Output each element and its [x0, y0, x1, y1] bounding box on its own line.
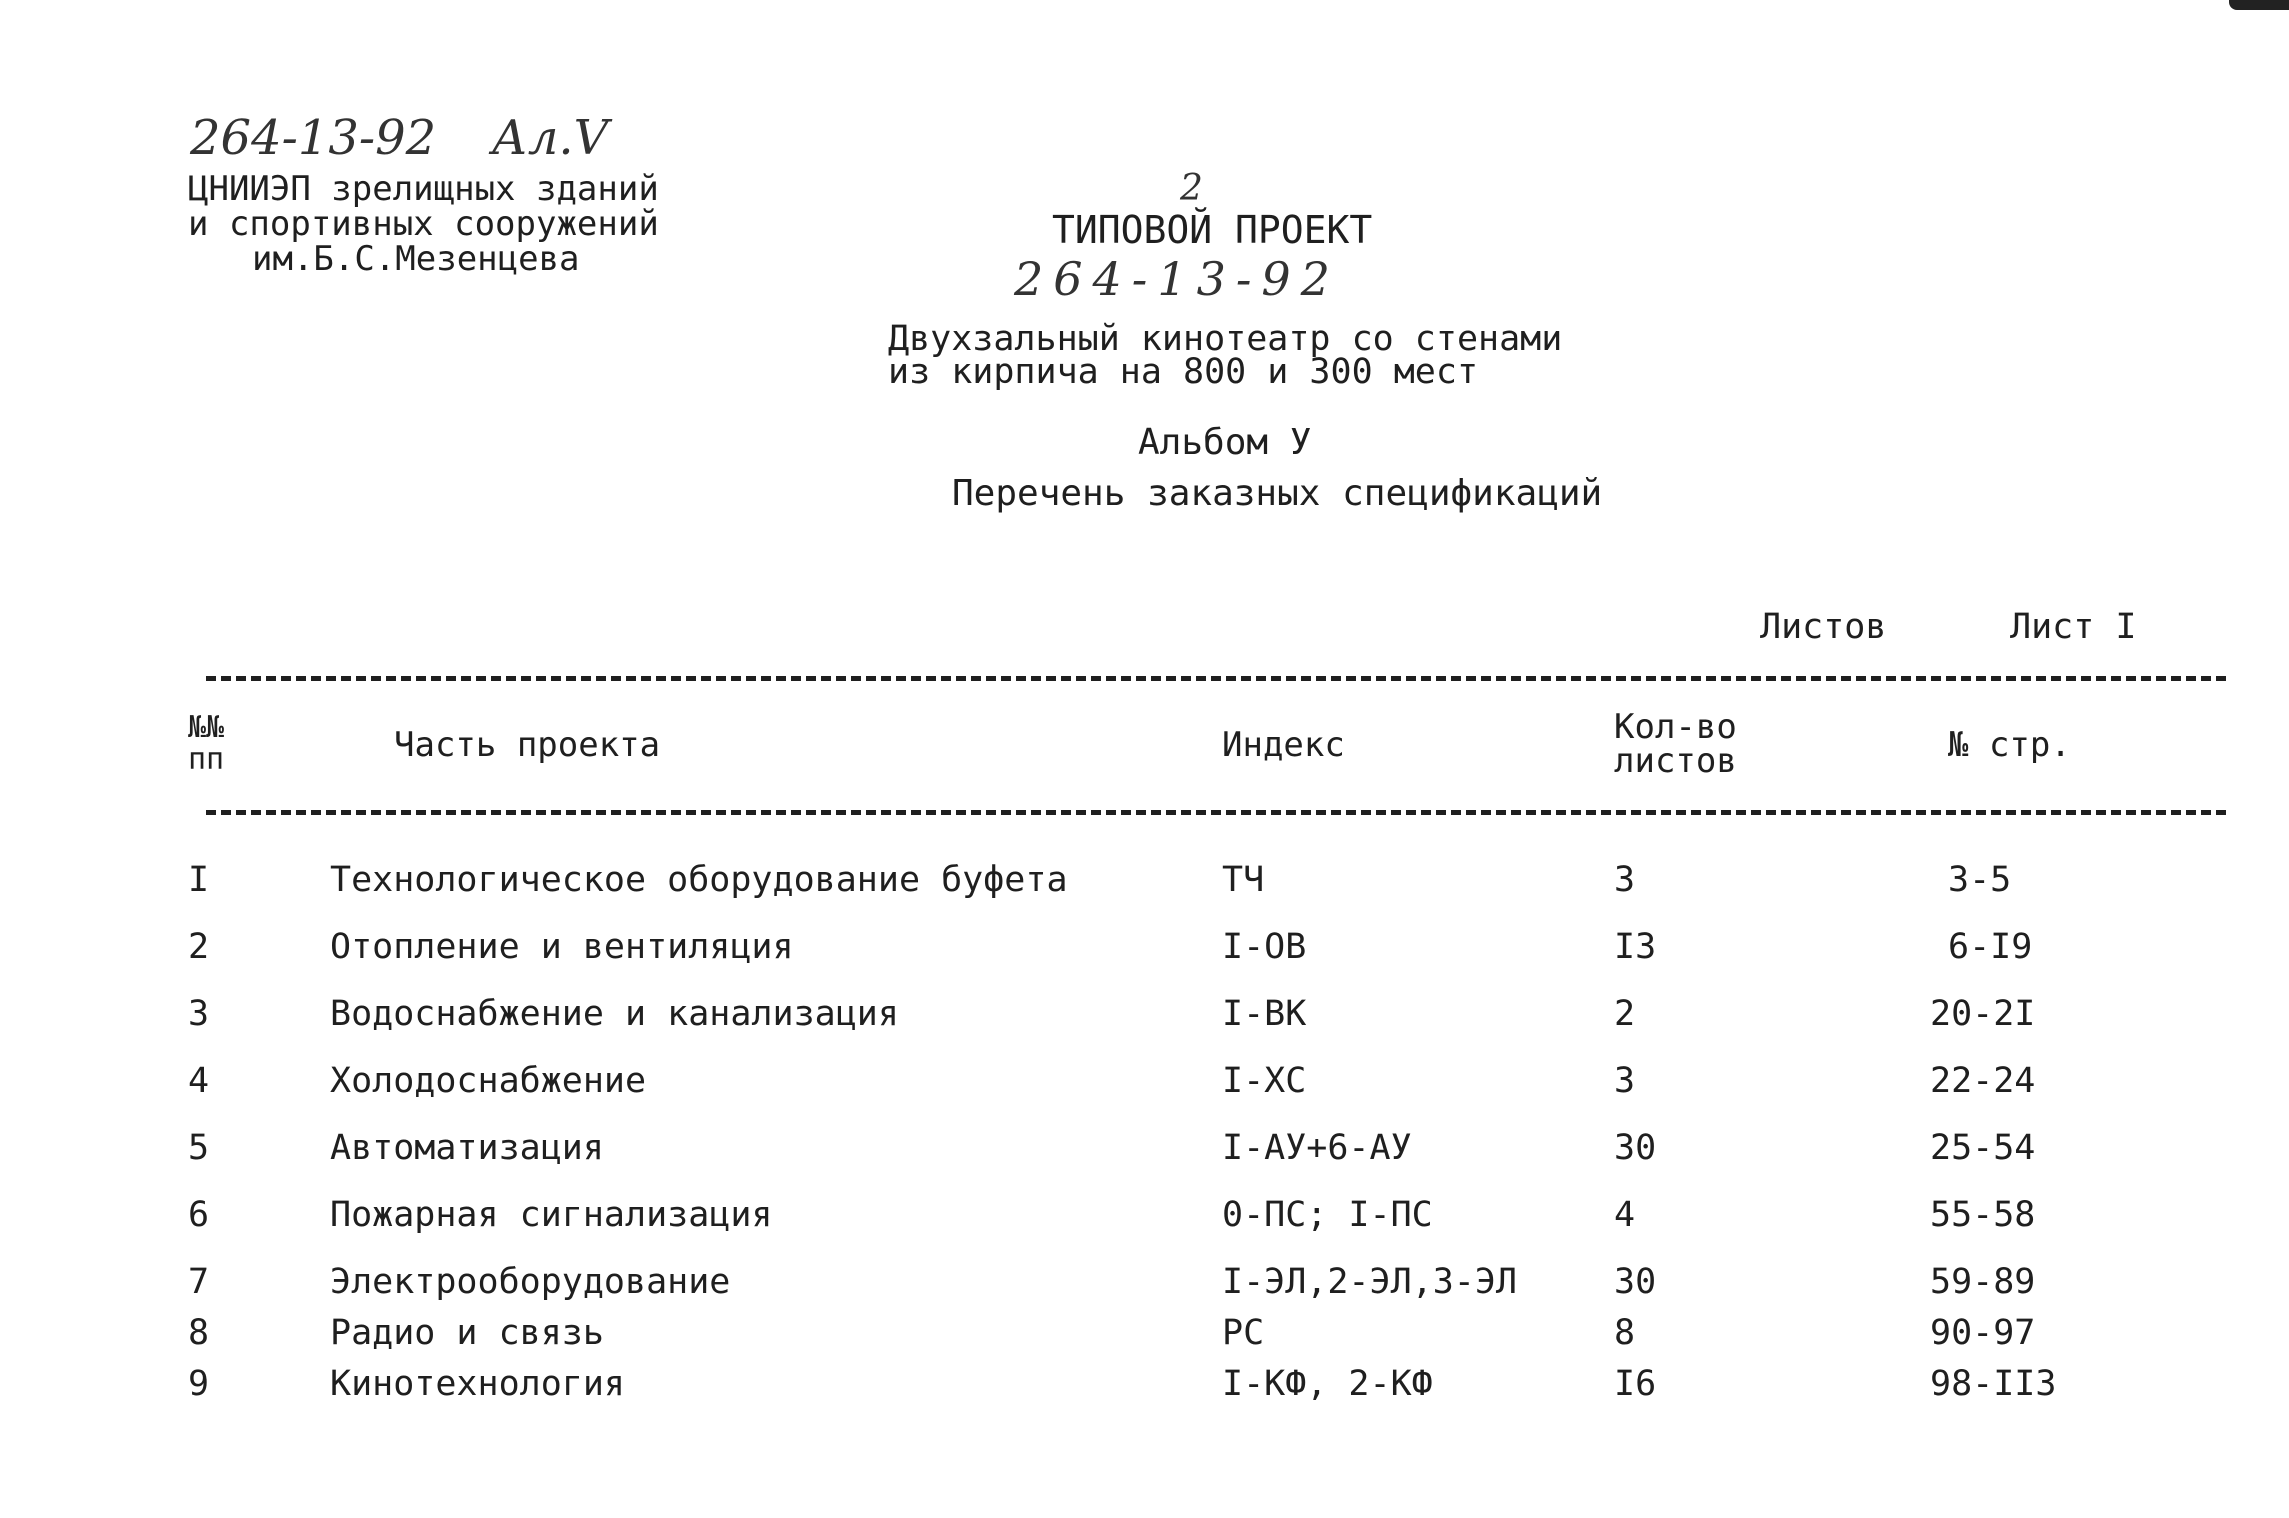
sheet-label: Лист I — [2010, 607, 2137, 647]
table-row — [0, 927, 2289, 977]
row-index: I-ВК — [1222, 994, 1307, 1034]
row-num: 5 — [188, 1128, 210, 1168]
organization-line-3: им.Б.С.Мезенцева — [252, 239, 580, 279]
row-index: I-ЭЛ,2-ЭЛ,3-ЭЛ — [1222, 1262, 1518, 1302]
project-type: ТИПОВОЙ ПРОЕКТ — [1052, 208, 1373, 252]
header-pages: № стр. — [1948, 725, 2071, 765]
handwritten-album-mark: Ал.V — [491, 110, 609, 166]
row-pages: 20-2I — [1930, 994, 2036, 1034]
page-number: 2 — [1180, 168, 1203, 209]
organization-line-2: и спортивных сооружений — [188, 204, 659, 244]
row-num: 9 — [188, 1364, 210, 1404]
table-row — [0, 1061, 2289, 1111]
header-num-line-1: №№ — [188, 710, 225, 745]
row-num: 2 — [188, 927, 210, 967]
description-line-2: из кирпича на 800 и 300 мест — [888, 352, 1479, 392]
table-row — [0, 1364, 2289, 1414]
table-top-rule — [206, 676, 2226, 681]
row-pages: 55-58 — [1930, 1195, 2036, 1235]
row-count: I3 — [1614, 927, 1657, 967]
description-line-1: Двухзальный кинотеатр со стенами — [888, 319, 1563, 359]
table-row — [0, 1262, 2289, 1312]
row-index: I-ОВ — [1222, 927, 1307, 967]
row-num: 8 — [188, 1313, 210, 1353]
album-title: Альбом У — [1138, 422, 1312, 463]
row-index: I-ХС — [1222, 1061, 1307, 1101]
row-pages: 25-54 — [1930, 1128, 2036, 1168]
project-description — [888, 319, 1563, 392]
row-pages: 98-II3 — [1930, 1364, 2057, 1404]
organization-line-1: ЦНИИЭП зрелищных зданий — [188, 169, 659, 209]
row-count: 2 — [1614, 994, 1636, 1034]
row-index: I-АУ+6-АУ — [1222, 1128, 1412, 1168]
row-part: Холодоснабжение — [330, 1061, 647, 1101]
row-part: Пожарная сигнализация — [330, 1195, 773, 1235]
table-row — [0, 860, 2289, 910]
row-count: 3 — [1614, 1061, 1636, 1101]
table-row — [0, 1128, 2289, 1178]
row-pages: 3-5 — [1948, 860, 2012, 900]
row-part: Кинотехнология — [330, 1364, 626, 1404]
row-count: 30 — [1614, 1262, 1657, 1302]
row-count: 30 — [1614, 1128, 1657, 1168]
sheets-label: Листов — [1760, 607, 1887, 647]
handwritten-code — [190, 110, 608, 166]
row-count: 4 — [1614, 1195, 1636, 1235]
scan-edge-mark — [2229, 0, 2289, 10]
row-num: I — [188, 860, 210, 900]
row-part: Автоматизация — [330, 1128, 604, 1168]
table-row — [0, 1313, 2289, 1363]
table-header-rule — [206, 810, 2226, 815]
row-count: 8 — [1614, 1313, 1636, 1353]
header-count — [1614, 707, 1737, 781]
row-index: 0-ПС; I-ПС — [1222, 1195, 1433, 1235]
row-part: Электрооборудование — [330, 1262, 731, 1302]
header-index: Индекс — [1222, 725, 1345, 765]
row-index: I-КФ, 2-КФ — [1222, 1364, 1433, 1404]
project-number: 264-13-92 — [1014, 252, 1340, 306]
row-pages: 22-24 — [1930, 1061, 2036, 1101]
row-num: 7 — [188, 1262, 210, 1302]
header-num — [188, 712, 224, 776]
row-num: 6 — [188, 1195, 210, 1235]
table-row — [0, 994, 2289, 1044]
table-row — [0, 1195, 2289, 1245]
row-count: 3 — [1614, 860, 1636, 900]
row-part: Отопление и вентиляция — [330, 927, 794, 967]
header-count-line-2: листов — [1614, 741, 1737, 781]
row-count: I6 — [1614, 1364, 1657, 1404]
header-part: Часть проекта — [394, 725, 661, 765]
row-index: ТЧ — [1222, 860, 1265, 900]
row-part: Технологическое оборудование буфета — [330, 860, 1068, 900]
row-num: 4 — [188, 1061, 210, 1101]
row-part: Водоснабжение и канализация — [330, 994, 899, 1034]
handwritten-code-text: 264-13-92 — [190, 110, 437, 166]
row-pages: 6-I9 — [1948, 927, 2033, 967]
document-subtitle: Перечень заказных спецификаций — [952, 473, 1603, 514]
row-pages: 90-97 — [1930, 1313, 2036, 1353]
header-count-line-1: Кол-во — [1614, 707, 1737, 747]
row-index: РС — [1222, 1313, 1265, 1353]
row-num: 3 — [188, 994, 210, 1034]
organization-block — [188, 169, 659, 279]
row-part: Радио и связь — [330, 1313, 604, 1353]
row-pages: 59-89 — [1930, 1262, 2036, 1302]
header-num-line-2: пп — [188, 742, 225, 777]
